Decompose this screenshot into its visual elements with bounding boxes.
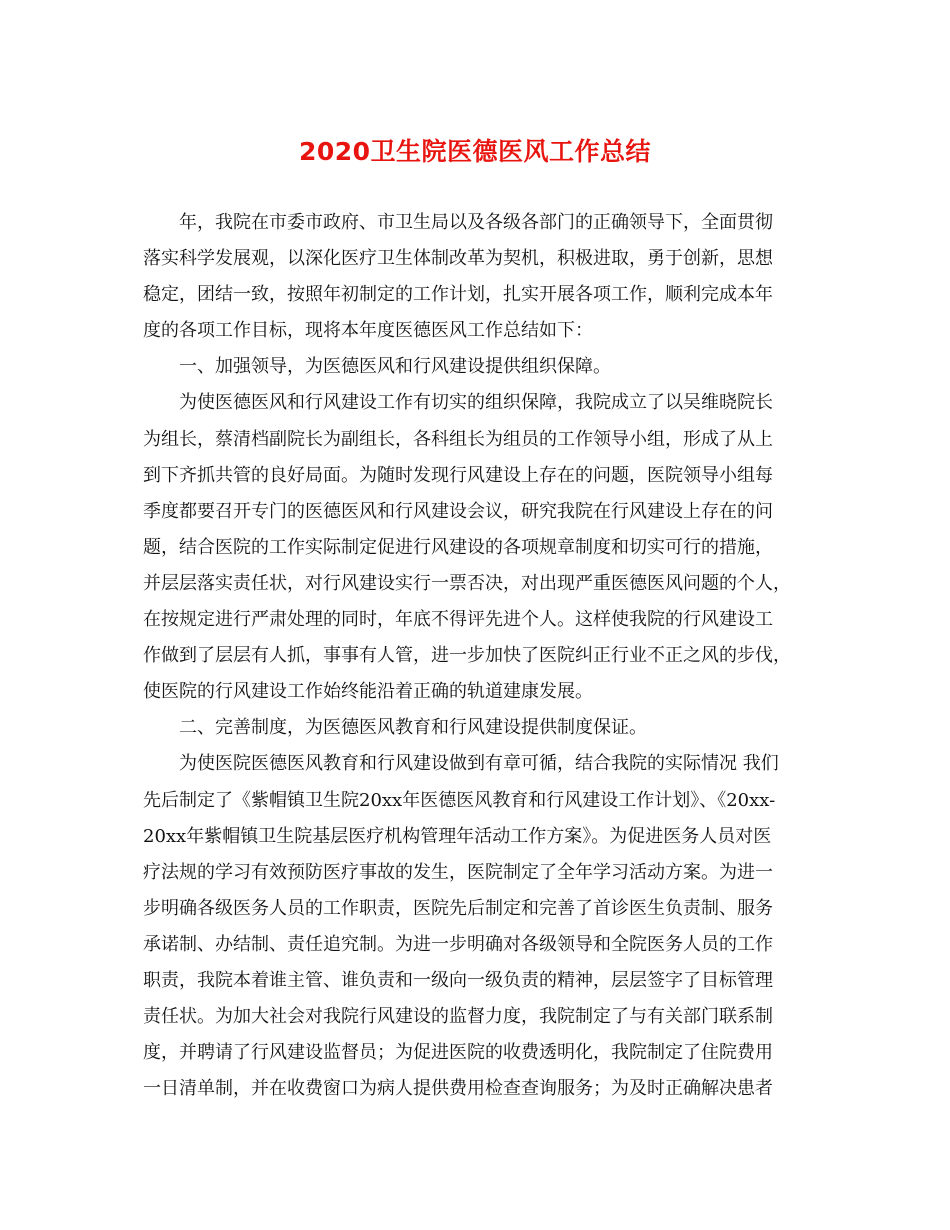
paragraph-line: 使医院的行风建设工作始终能沿着正确的轨道建康发展。 xyxy=(143,681,593,703)
paragraph-line: 先后制定了《紫帽镇卫生院20xx年医德医风教育和行风建设工作计划》、《20xx- xyxy=(143,789,776,811)
document-body xyxy=(143,205,809,1107)
paragraph-line: 作做到了层层有人抓，事事有人管，进一步加快了医院纠正行业不正之风的步伐， xyxy=(143,645,791,667)
paragraph-first-line: 年，我院在市委市政府、市卫生局以及各级各部门的正确领导下，全面贯彻 xyxy=(179,212,773,233)
paragraph-line: 承诺制、办结制、责任追究制。为进一步明确对各级领导和全院医务人员的工作 xyxy=(143,933,773,955)
paragraph-first-line: 一、加强领导，为医德医风和行风建设提供组织保障。 xyxy=(179,356,611,378)
paragraph-line: 一日清单制，并在收费窗口为病人提供费用检查查询服务；为及时正确解决患者 xyxy=(143,1078,773,1100)
paragraph-line: 到下齐抓共管的良好局面。为随时发现行风建设上存在的问题，医院领导小组每 xyxy=(143,464,773,486)
paragraph-line: 为组长，蔡清档副院长为副组长，各科组长为组员的工作领导小组，形成了从上 xyxy=(143,428,773,450)
paragraph-line: 度，并聘请了行风建设监督员；为促进医院的收费透明化，我院制定了住院费用 xyxy=(143,1042,773,1064)
paragraph-first-line: 为使医院医德医风教育和行风建设做到有章可循，结合我院的实际情况 我们 xyxy=(179,753,779,775)
document-title: 2020卫生院医德医风工作总结 xyxy=(298,137,652,166)
paragraph-first-line: 二、完善制度，为医德医风教育和行风建设提供制度保证。 xyxy=(179,717,647,739)
paragraph-line: 20xx年紫帽镇卫生院基层医疗机构管理年活动工作方案》。为促进医务人员对医 xyxy=(143,825,772,847)
paragraph-first-line: 为使医德医风和行风建设工作有切实的组织保障，我院成立了以吴维晓院长 xyxy=(179,392,773,414)
paragraph-line: 季度都要召开专门的医德医风和行风建设会议，研究我院在行风建设上存在的问 xyxy=(143,500,773,522)
paragraph-line: 并层层落实责任状，对行风建设实行一票否决，对出现严重医德医风问题的个人， xyxy=(143,572,791,594)
paragraph-line: 职责，我院本着谁主管、谁负责和一级向一级负责的精神，层层签字了目标管理 xyxy=(143,969,773,991)
paragraph-line: 题，结合医院的工作实际制定促进行风建设的各项规章制度和切实可行的措施， xyxy=(143,536,773,558)
paragraph-line: 在按规定进行严肃处理的同时，年底不得评先进个人。这样使我院的行风建设工 xyxy=(143,609,773,631)
paragraph-line: 稳定，团结一致，按照年初制定的工作计划，扎实开展各项工作，顺利完成本年 xyxy=(143,284,773,306)
paragraph-line: 步明确各级医务人员的工作职责，医院先后制定和完善了首诊医生负责制、服务 xyxy=(143,897,773,919)
paragraph-line: 落实科学发展观，以深化医疗卫生体制改革为契机，积极进取，勇于创新，思想 xyxy=(143,248,773,270)
paragraph-line: 疗法规的学习有效预防医疗事故的发生，医院制定了全年学习活动方案。为进一 xyxy=(143,861,773,883)
paragraph-line: 度的各项工作目标，现将本年度医德医风工作总结如下： xyxy=(143,320,593,342)
paragraph-line: 责任状。为加大社会对我院行风建设的监督力度，我院制定了与有关部门联系制 xyxy=(143,1006,773,1028)
